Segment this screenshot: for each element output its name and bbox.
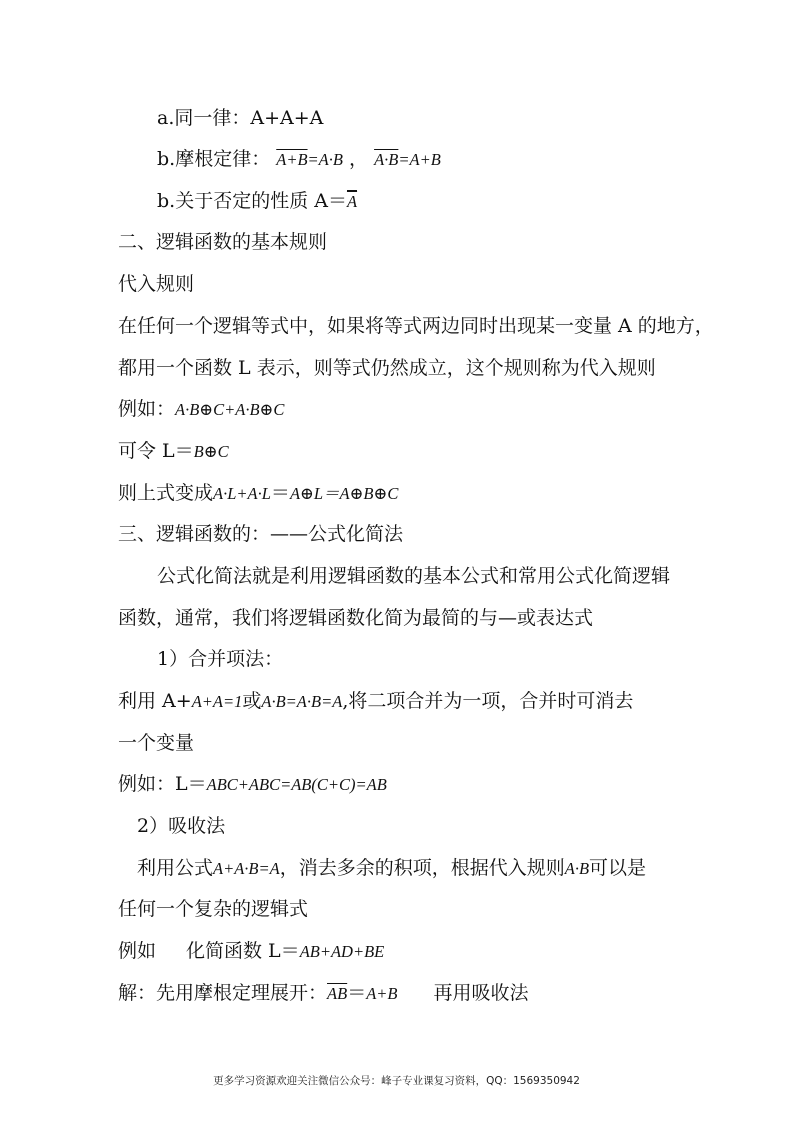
double-negation-label: b.关于否定的性质 A＝ (157, 190, 347, 212)
page-footer: 更多学习资源欢迎关注微信公众号：峰子专业课复习资料，QQ：1569350942 (213, 1075, 580, 1087)
line-demorgan-law (157, 147, 793, 172)
demorgan-label: b.摩根定律： (157, 148, 271, 170)
transform-formula-1: A·L+A·L (213, 484, 271, 503)
let-formula: B⊕C (193, 442, 229, 461)
line-double-negation (157, 189, 793, 214)
example-line (118, 397, 793, 422)
solution-formula-2: A+B (366, 984, 398, 1003)
simplify-example-line (118, 939, 793, 964)
solution-label: 解：先用摩根定理展开： (118, 982, 328, 1004)
merge-example-line (118, 772, 793, 797)
double-negation-formula: $\overline{A}$ (346, 192, 358, 211)
absorption-rule-line (137, 856, 793, 881)
let-label: 可令 L＝ (118, 440, 194, 462)
merge-example-label: 例如：L＝ (118, 773, 207, 795)
paragraph-line: 在任何一个逻辑等式中，如果将等式两边同时出现某一变量 A 的地方， (118, 315, 714, 337)
transform-line (118, 481, 793, 506)
demorgan-separator: ， (349, 148, 369, 170)
absorption-tail: 可以是 (589, 857, 647, 879)
simplify-example-formula: AB+AD+BE (299, 942, 385, 961)
example-formula: A·B⊕C+A·B⊕C (175, 400, 285, 419)
transform-label: 则上式变成 (118, 482, 214, 504)
subheading-absorption-method: 2）吸收法 (137, 815, 226, 837)
demorgan-formula-1-rhs: =A·B (307, 150, 343, 169)
let-line (118, 439, 793, 464)
absorption-mid: ，消去多余的积项，根据代入规则 (279, 857, 565, 879)
absorption-substitute-term: A·B (564, 859, 590, 878)
transform-equals: ＝ (270, 482, 290, 504)
merge-rule-tail: ,将二项合并为一项，合并时可消去 (342, 690, 634, 712)
subheading-substitution-rule: 代入规则 (118, 273, 195, 295)
merge-example-formula: ABC+ABC=AB(C+C)=AB (206, 775, 387, 794)
solution-formula-1: $\overline{AB}$ (327, 984, 348, 1003)
demorgan-formula-2-rhs: =A+B (398, 150, 441, 169)
solution-tail: 再用吸收法 (433, 982, 529, 1004)
solution-line (118, 981, 793, 1006)
merge-formula-1: A+A=1 (191, 692, 243, 711)
absorption-formula: A+A·B=A (213, 859, 280, 878)
simplify-example-mid: 化简函数 L＝ (186, 940, 300, 962)
paragraph-line: 都用一个函数 L 表示，则等式仍然成立，这个规则称为代入规则 (118, 357, 656, 379)
example-label: 例如： (118, 398, 176, 420)
subheading-merge-method: 1）合并项法： (157, 648, 284, 670)
paragraph-line: 公式化简法就是利用逻辑函数的基本公式和常用公式化简逻辑 (157, 565, 671, 587)
transform-formula-2: A⊕L＝A⊕B⊕C (289, 484, 399, 503)
paragraph-line: 函数，通常，我们将逻辑函数化简为最简的与—或表达式 (118, 607, 594, 629)
simplify-example-label: 例如 (118, 940, 157, 962)
absorption-label: 利用公式 (137, 857, 214, 879)
paragraph-line: 一个变量 (118, 732, 195, 754)
line-identity-law: a.同一律：A+A+A (157, 107, 324, 129)
demorgan-formula-2: A·B (374, 150, 399, 169)
section-heading-basic-rules: 二、逻辑函数的基本规则 (118, 231, 328, 253)
solution-equals: ＝ (347, 982, 367, 1004)
merge-rule-line (118, 689, 793, 714)
merge-rule-label: 利用 A+ (118, 690, 192, 712)
paragraph-line: 任何一个复杂的逻辑式 (118, 898, 309, 920)
merge-or: 或 (242, 690, 262, 712)
section-heading-formula-simplification: 三、逻辑函数的：——公式化简法 (118, 523, 404, 545)
demorgan-formula-1: A+B (276, 150, 308, 169)
merge-formula-2: A·B=A·B=A (261, 692, 343, 711)
